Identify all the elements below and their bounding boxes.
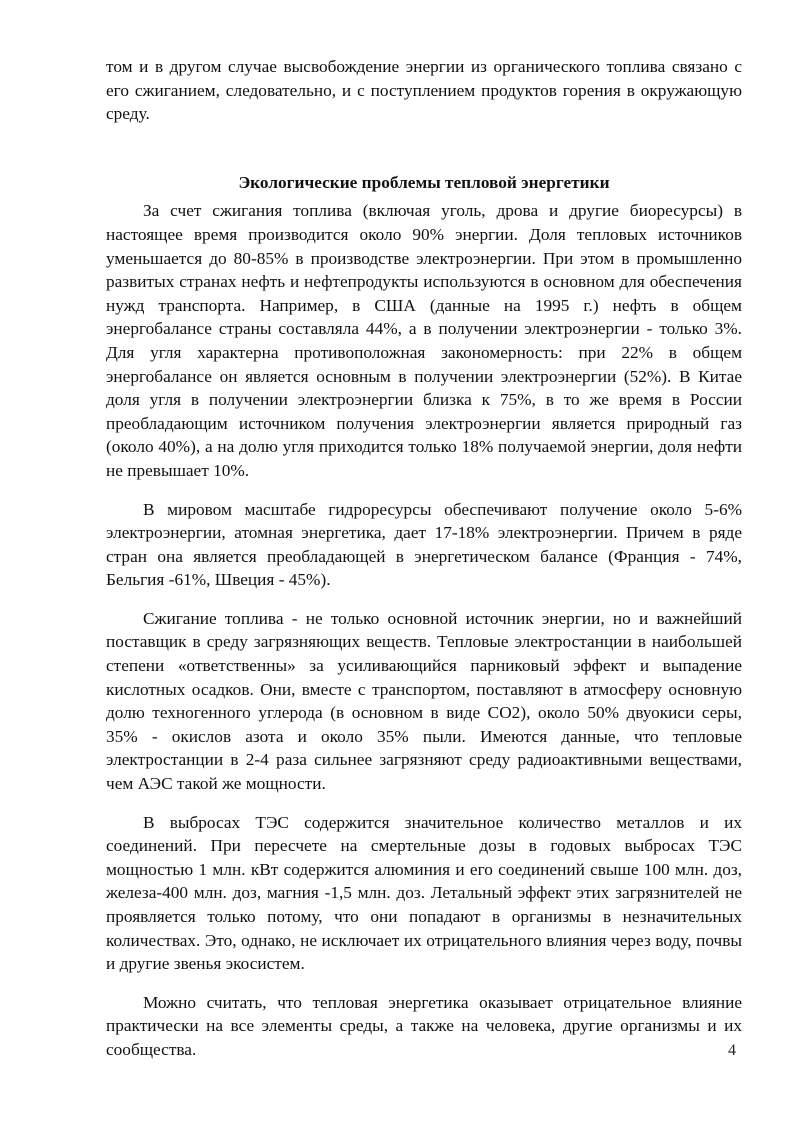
paragraph-conclusion: Можно считать, что тепловая энергетика оказывает отрицательное влияние практически на все элементы среды, а также на человека, другие организмы и их сообщества. (106, 992, 742, 1059)
intro-continuation-paragraph: том и в другом случае высвобождение энергии из органического топлива связано с его сжиганием, следовательно, и с поступлением продуктов горения в окружающую среду. (106, 57, 742, 124)
paragraph-hydro-nuclear: В мировом масштабе гидроресурсы обеспечивают получение около 5-6% электроэнергии, атомная энергетика, дает 17-18% электроэнергии. Причем в ряде стран она является преобладающей в энергетическом балансе (Франция - 74%, Бельгия -61%, Швеция - 45%). (106, 499, 742, 590)
section-heading: Экологические проблемы тепловой энергетики (238, 172, 610, 192)
paragraph-fuel-combustion-share: За счет сжигания топлива (включая уголь, дрова и другие биоресурсы) в настоящее время производится около 90% энергии. Доля тепловых источников уменьшается до 80-85% в производстве электроэнергии. При этом в промышленно развитых странах нефть и нефтепродукты используются в основном для обеспечения нужд транспорта. Например, в США (данные на 1995 г.) нефть в общем энергобалансе страны составляла 44%, а в получении электроэнергии - только 3%. Для угля характерна противоположная закономерность: при 22% в общем энергобалансе он является основным в получении электроэнергии (52%). В Китае доля угля в получении электроэнергии близка к 75%, в то же время в России преобладающим источником получения электроэнергии является природный газ (около 40%), а на долю угля приходится только 18% получаемой энергии, доля нефти не превышает 10%. (106, 201, 742, 480)
page-number: 4 (728, 1042, 736, 1059)
page-content (106, 55, 742, 1062)
paragraph-pollution-sources: Сжигание топлива - не только основной источник энергии, но и важнейший поставщик в среду загрязняющих веществ. Тепловые электростанции в наибольшей степени «ответственны» за усиливающийся парниковый эффект и выпадение кислотных осадков. Они, вместе с транспортом, поставляют в атмосферу основную долю техногенного углерода (в основном в виде СО2), около 50% двуокиси серы, 35% - окислов азота и около 35% пыли. Имеются данные, что тепловые электростанции в 2-4 раза сильнее загрязняют среду радиоактивными веществами, чем АЭС такой же мощности. (106, 608, 742, 794)
paragraph-metal-emissions: В выбросах ТЭС содержится значительное количество металлов и их соединений. При пересчете на смертельные дозы в годовых выбросах ТЭС мощностью 1 млн. кВт содержится алюминия и его соединений свыше 100 млн. доз, железа-400 млн. доз, магния -1,5 млн. доз. Летальный эффект этих загрязнителей не проявляется только потому, что они попадают в организмы в незначительных количествах. Это, однако, не исключает их отрицательного влияния через воду, почвы и другие звенья экосистем. (106, 812, 742, 974)
